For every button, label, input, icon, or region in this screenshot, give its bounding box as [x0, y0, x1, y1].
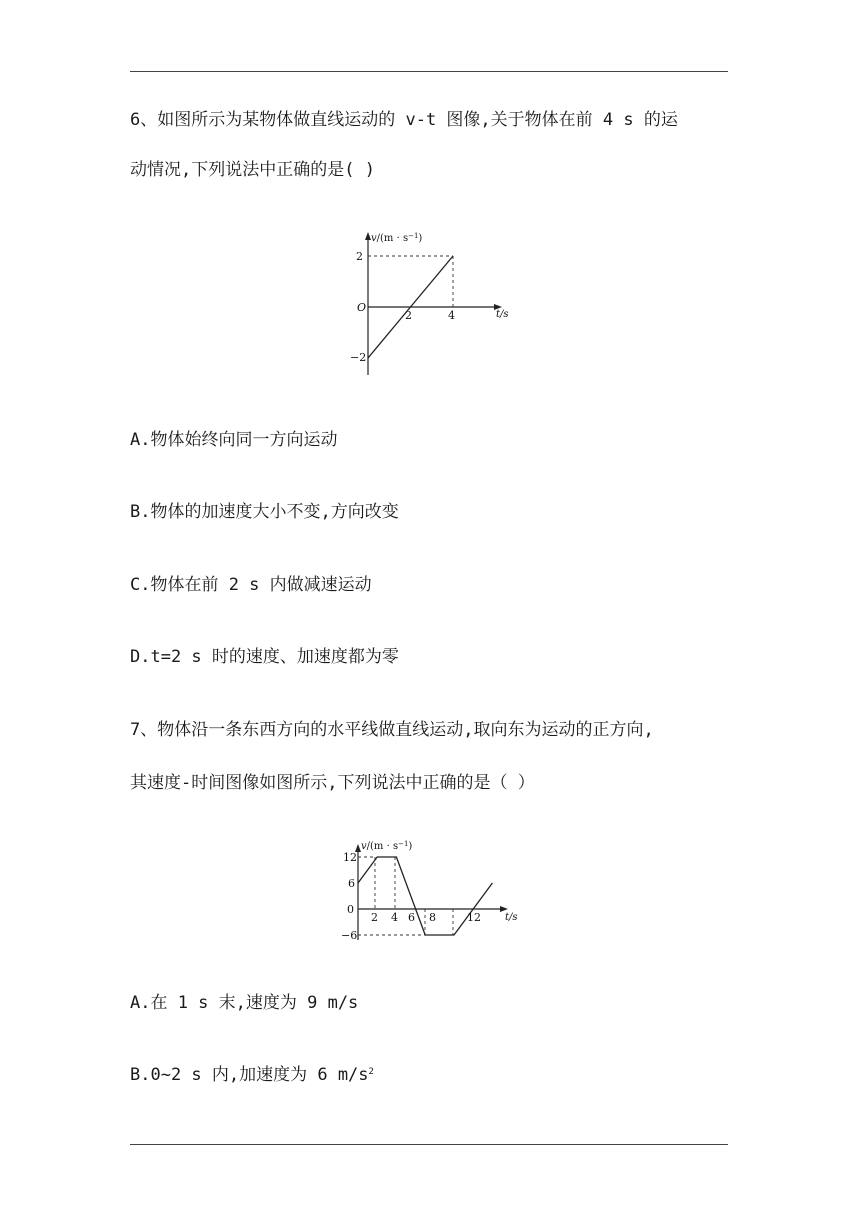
bottom-rule — [130, 1144, 728, 1145]
q6-ytick-2: 2 — [356, 250, 363, 263]
q6-ytick-neg2: −2 — [350, 351, 367, 364]
q6-xtick-2: 2 — [405, 309, 412, 322]
q7-ytick-6: 6 — [348, 877, 355, 890]
q6-option-b: B.物体的加速度大小不变,方向改变 — [130, 502, 399, 522]
q7-option-a: A.在 1 s 末,速度为 9 m/s — [130, 993, 359, 1013]
q6-stem-line1: 6、如图所示为某物体做直线运动的 v-t 图像,关于物体在前 4 s 的运 — [130, 110, 678, 130]
q7-xtick-4: 4 — [391, 911, 398, 924]
q7-option-b-text: B.0~2 s 内,加速度为 6 m/s — [130, 1065, 369, 1085]
q7-xtick-6: 6 — [408, 911, 415, 924]
q7-xtick-12: 12 — [467, 911, 481, 924]
q7-ylabel: $v/(m \cdot s^{-1})$ — [361, 840, 413, 852]
q6-option-d: D.t=2 s 时的速度、加速度都为零 — [130, 647, 399, 667]
q6-option-a: A.物体始终向同一方向运动 — [130, 430, 338, 450]
q6-xtick-4: 4 — [448, 309, 455, 322]
q6-stem-line2: 动情况,下列说法中正确的是( ) — [130, 160, 375, 180]
q7-stem-line1: 7、物体沿一条东西方向的水平线做直线运动,取向东为运动的正方向, — [130, 720, 654, 740]
q7-option-b — [130, 1063, 374, 1087]
q7-origin: 0 — [347, 903, 354, 916]
q7-option-b-exp: 2 — [368, 1067, 374, 1077]
q7-xlabel: t/s — [505, 912, 518, 923]
q7-stem-line2: 其速度-时间图像如图所示,下列说法中正确的是（ ） — [130, 773, 535, 793]
q7-ytick-12: 12 — [343, 851, 357, 864]
q6-option-c: C.物体在前 2 s 内做减速运动 — [130, 575, 372, 595]
q6-xlabel: t/s — [496, 309, 509, 320]
q6-ylabel: $v/(m \cdot s^{-1})$ — [371, 232, 423, 244]
q7-xtick-2: 2 — [371, 911, 378, 924]
q6-origin: O — [357, 301, 367, 314]
q7-xtick-8: 8 — [429, 911, 436, 924]
q7-ytick-neg6: −6 — [341, 929, 358, 942]
